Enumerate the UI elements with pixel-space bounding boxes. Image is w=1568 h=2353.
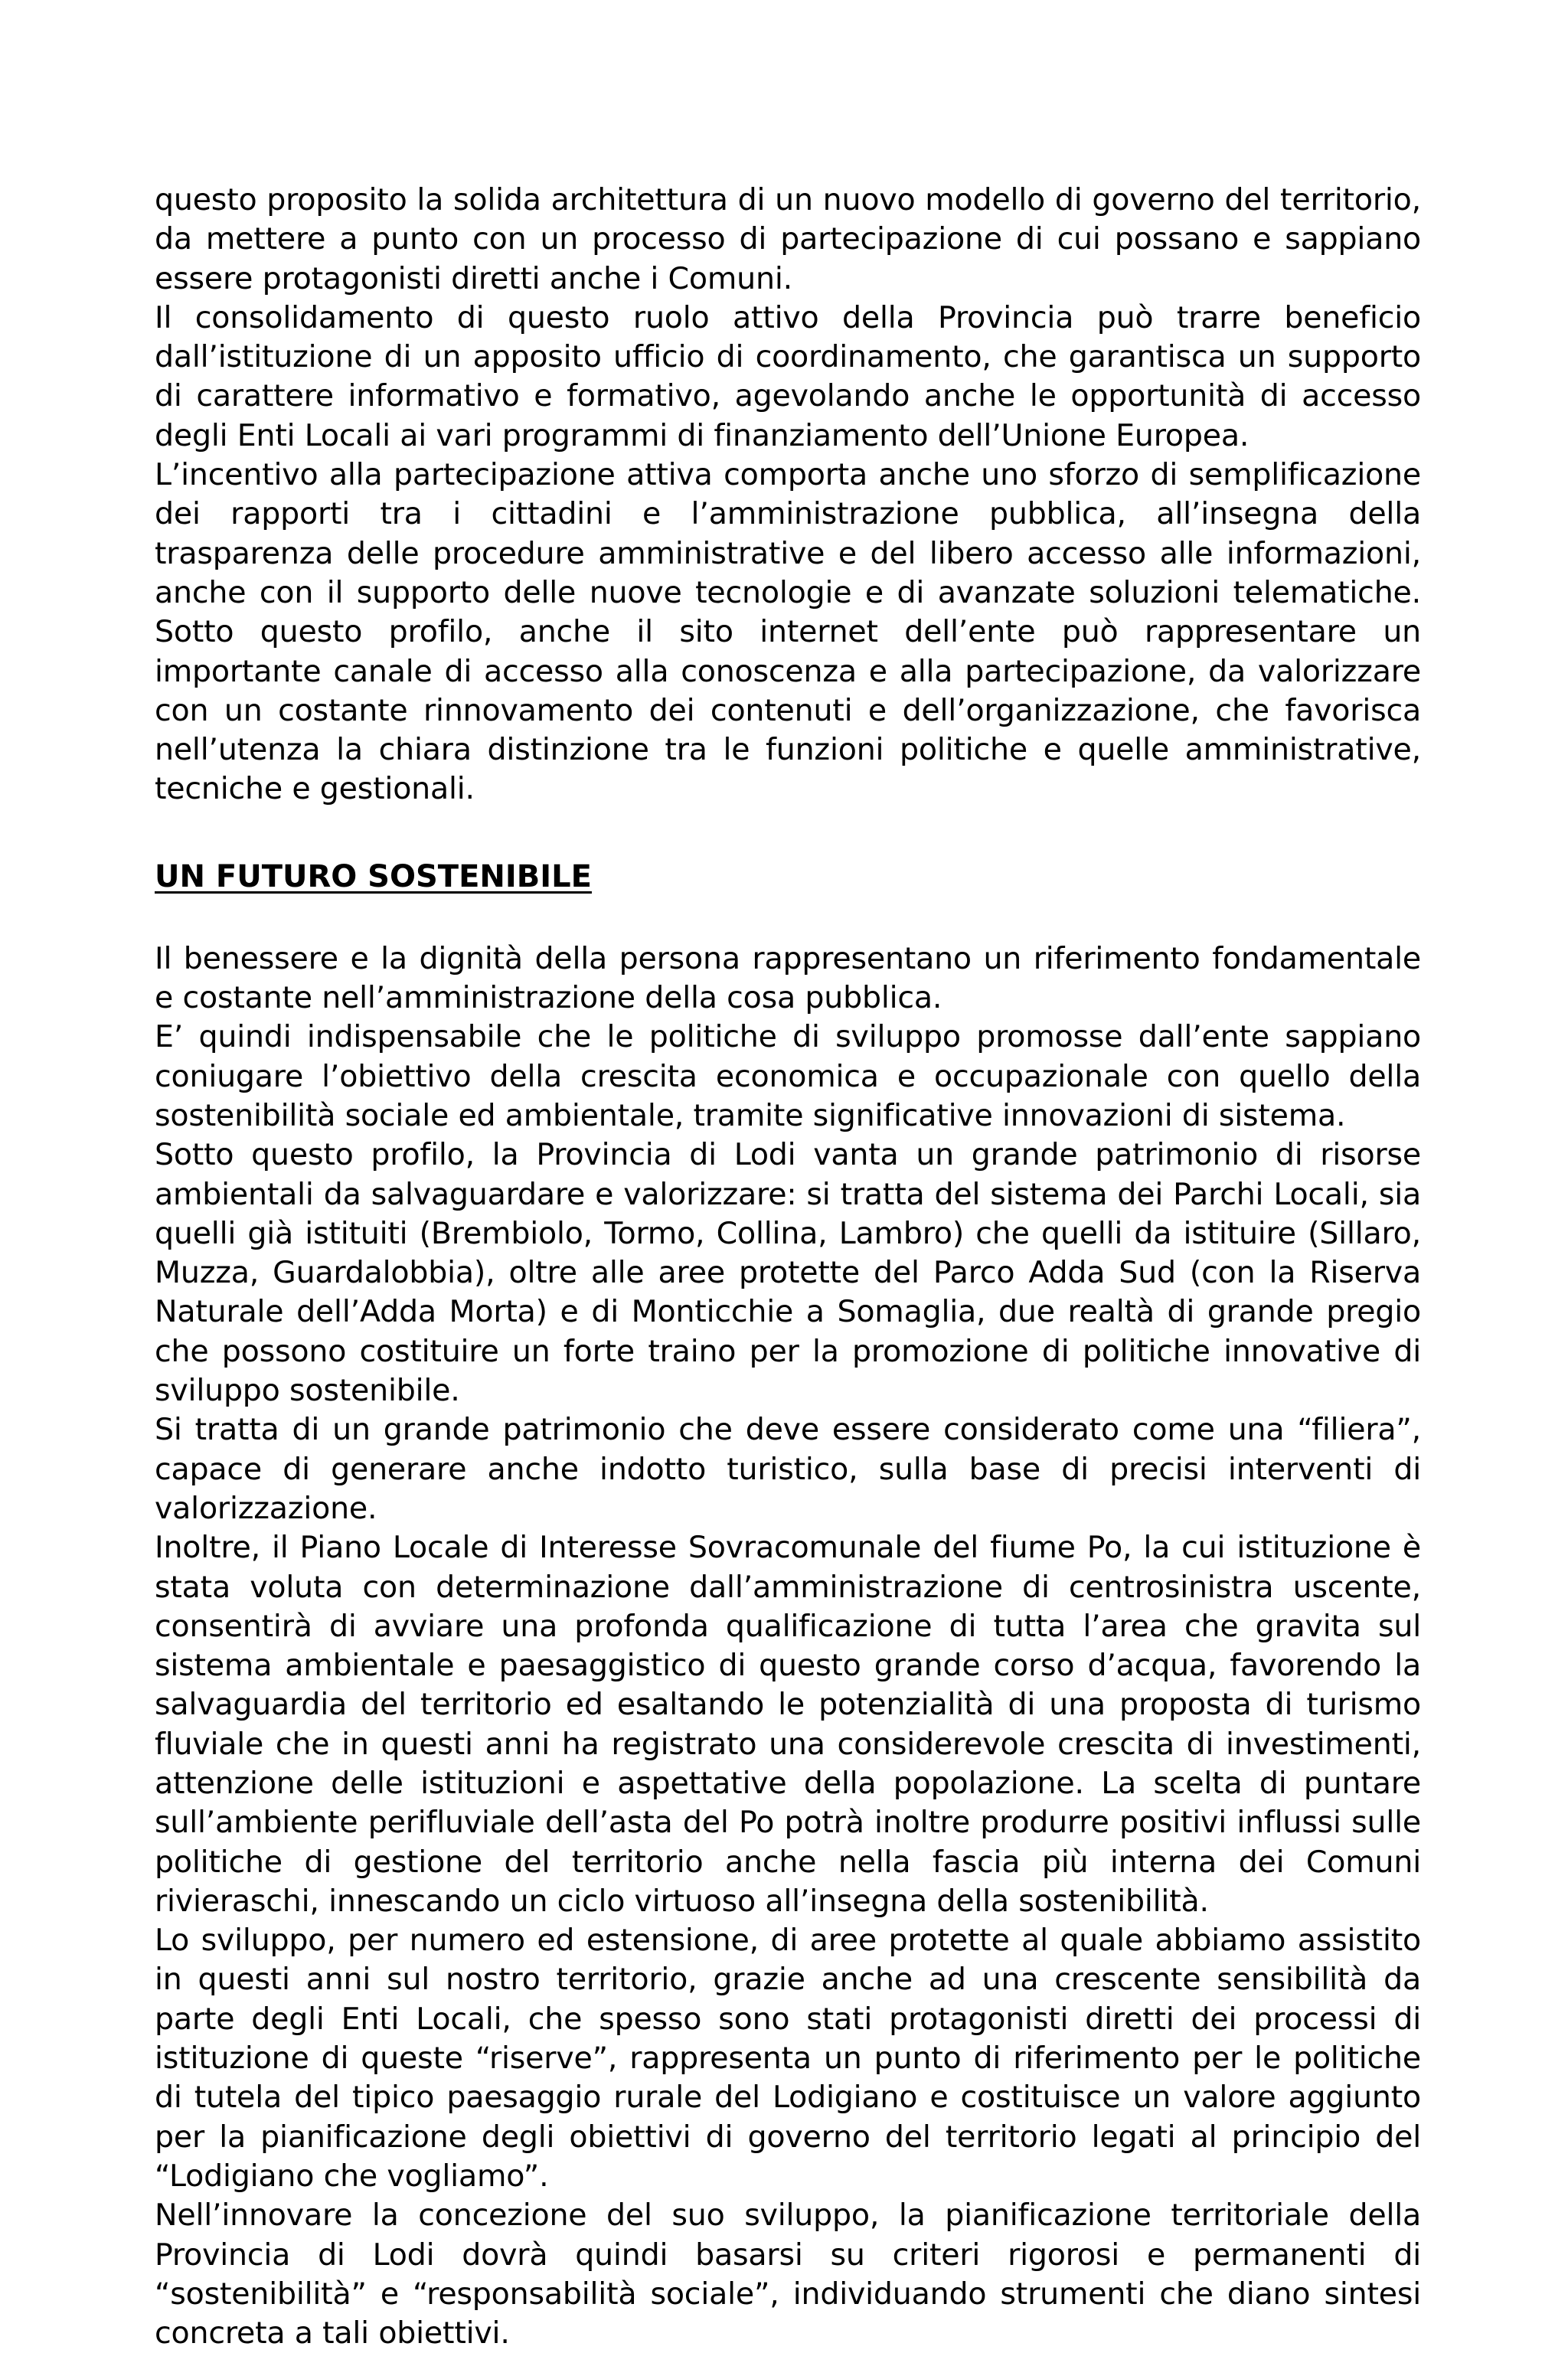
paragraph: Si tratta di un grande patrimonio che deve essere considerato come una “filiera”, capace di generare anche indotto turistico, sulla base di precisi interventi di valorizzazione. — [155, 1412, 1421, 1526]
paragraph: E’ quindi indispensabile che le politiche di sviluppo promosse dall’ente sappiano coniugare l’obiettivo della crescita economica e occupazionale con quello della sostenibilità sociale ed ambientale, tramite significative innovazioni di sistema. — [155, 1019, 1421, 1133]
section-intro — [155, 181, 1421, 809]
paragraph: L’incentivo alla partecipazione attiva comporta anche uno sforzo di semplificazione dei rapporti tra i cittadini e l’amministrazione pubblica, all’insegna della trasparenza delle procedure amministrative e del libero accesso alle informazioni, anche con il supporto delle nuove tecnologie e di avanzate soluzioni telematiche. Sotto questo profilo, anche il sito internet dell’ente può rappresentare un importante canale di accesso alla conoscenza e alla partecipazione, da valorizzare con un costante rinnovamento dei contenuti e dell’organizzazione, che favorisca nell’utenza la chiara distinzione tra le funzioni politiche e quelle amministrative, tecniche e gestionali. — [155, 457, 1421, 807]
paragraph: questo proposito la solida architettura di un nuovo modello di governo del territorio, da mettere a punto con un processo di partecipazione di cui possano e sappiano essere protagonisti diretti anche i Comuni. — [155, 182, 1421, 296]
paragraph: Il consolidamento di questo ruolo attivo della Provincia può trarre beneficio dall’istituzione di un apposito ufficio di coordinamento, che garantisca un supporto di carattere informativo e formativo, agevolando anche le opportunità di accesso degli Enti Locali ai vari programmi di finanziamento dell’Unione Europea. — [155, 299, 1421, 453]
section-heading-wrapper — [155, 857, 1421, 897]
paragraph: Inoltre, il Piano Locale di Interesse Sovracomunale del fiume Po, la cui istituzione è stata voluta con determinazione dall’amministrazione di centrosinistra uscente, consentirà di avviare una profonda qualificazione di tutta l’area che gravita sul sistema ambientale e paesaggistico di questo grande corso d’acqua, favorendo la salvaguardia del territorio ed esaltando le potenzialità di una proposta di turismo fluviale che in questi anni ha registrato una considerevole crescita di investimenti, attenzione delle istituzioni e aspettative della popolazione. La scelta di puntare sull’ambiente perifluviale dell’asta del Po potrà inoltre produrre positivi influssi sulle politiche di gestione del territorio anche nella fascia più interna dei Comuni rivieraschi, innescando un ciclo virtuoso all’insegna della sostenibilità. — [155, 1530, 1421, 1919]
section-sustainable-future — [155, 940, 1421, 2353]
paragraph: Lo sviluppo, per numero ed estensione, di aree protette al quale abbiamo assistito in questi anni sul nostro territorio, grazie anche ad una crescente sensibilità da parte degli Enti Locali, che spesso sono stati protagonisti diretti dei processi di istituzione di queste “riserve”, rappresenta un punto di riferimento per le politiche di tutela del tipico paesaggio rurale del Lodigiano e costituisce un valore aggiunto per la pianificazione degli obiettivi di governo del territorio legati al principio del “Lodigiano che vogliamo”. — [155, 1923, 1421, 2194]
paragraph: Sotto questo profilo, la Provincia di Lodi vanta un grande patrimonio di risorse ambientali da salvaguardare e valorizzare: si tratta del sistema dei Parchi Locali, sia quelli già istituiti (Brembiolo, Tormo, Collina, Lambro) che quelli da istituire (Sillaro, Muzza, Guardalobbia), oltre alle aree protette del Parco Adda Sud (con la Riserva Naturale dell’Adda Morta) e di Monticchie a Somaglia, due realtà di grande pregio che possono costituire un forte traino per la promozione di politiche innovative di sviluppo sostenibile. — [155, 1137, 1421, 1409]
section-heading: UN FUTURO SOSTENIBILE — [155, 858, 592, 894]
document-page — [155, 181, 1421, 2353]
paragraph: Nell’innovare la concezione del suo sviluppo, la pianificazione territoriale della Provincia di Lodi dovrà quindi basarsi su criteri rigorosi e permanenti di “sostenibilità” e “responsabilità sociale”, individuando strumenti che diano sintesi concreta a tali obiettivi. — [155, 2198, 1421, 2351]
paragraph: Il benessere e la dignità della persona rappresentano un riferimento fondamentale e costante nell’amministrazione della cosa pubblica. — [155, 940, 1421, 1016]
